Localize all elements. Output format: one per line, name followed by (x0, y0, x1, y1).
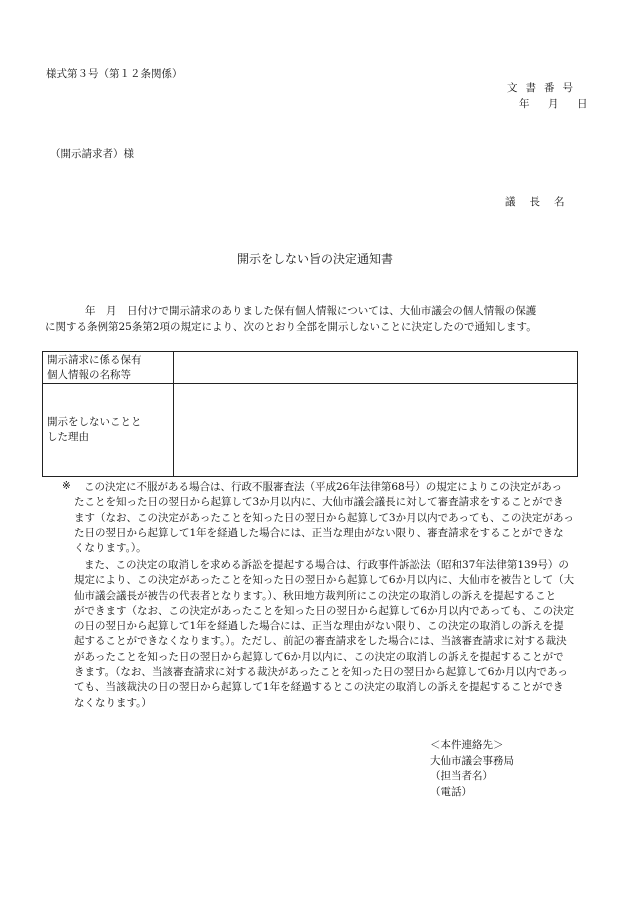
info-name-value[interactable] (174, 352, 578, 384)
note-line: 起することができなくなります。）。ただし、前記の審査請求をした場合には、当該審査請求に対する裁決 (74, 635, 567, 648)
note-lawsuit (74, 558, 586, 711)
document-title: 開示をしない旨の決定通知書 (236, 252, 393, 266)
note-line: くなります。）。 (74, 542, 147, 555)
note-line: きます。（なお、当該審査請求に対する裁決があったことを知った日の翌日から起算して6か月以内であっ (74, 666, 568, 679)
info-name-label (43, 352, 174, 384)
contact-heading: ＜本件連絡先＞ (430, 739, 504, 751)
note-line: たことを知った日の翌日から起算して3か月以内に、大仙市議会議長に対して審査請求をすることができ (74, 496, 564, 509)
note-line: また、この決定の取消しを求める訴訟を提起する場合は、行政事件訴訟法（昭和37年法律第139号）の (84, 559, 569, 571)
intro-line: に関する条例第25条第2項の規定により、次のとおり全部を開示しないことに決定したので通知します。 (45, 321, 537, 333)
note-line: の日の翌日から起算して1年を経過した場合には、正当な理由がない限り、この決定の取消しの訴えを提 (74, 620, 564, 633)
note-line: ます（なお、この決定があったことを知った日の翌日から起算して3か月以内であっても、この決定があっ (74, 511, 574, 524)
recipient: （開示請求者）様 (50, 148, 134, 160)
form-number: 様式第３号（第１２条関係） (46, 68, 183, 80)
contact-phone: （電話） (430, 785, 472, 798)
contact-block (430, 738, 514, 800)
label-line: 個人情報の名称等 (47, 368, 131, 381)
intro-paragraph (45, 303, 580, 335)
note-line: があったことを知った日の翌日から起算して6か月以内に、この決定の取消しの訴えを提起することがで (74, 650, 564, 663)
note-mark: ※ (62, 480, 71, 492)
table-row (43, 384, 578, 477)
contact-office: 大仙市議会事務局 (430, 754, 514, 767)
intro-line: 年 月 日付けで開示請求のありました保有個人情報については、大仙市議会の個人情報の保護 (85, 305, 537, 317)
note-line: ても、当該裁決の日の翌日から起算して1年を経過するとこの決定の取消しの訴えを提起することができ (74, 681, 564, 694)
note-line: 仙市議会議長が被告の代表者となります。）、秋田地方裁判所にこの決定の取消しの訴えを提起すること (74, 589, 557, 602)
label-line: した理由 (47, 431, 89, 443)
table-row (43, 352, 578, 384)
label-line: 開示をしないことと (47, 416, 142, 428)
reason-value[interactable] (174, 384, 578, 477)
note-line: この決定に不服がある場合は、行政不服審査法（平成26年法律第68号）の規定によりこの決定があっ (84, 481, 563, 493)
note-line: なくなります。） (74, 696, 152, 709)
reason-label (43, 384, 174, 477)
info-table (42, 351, 578, 477)
label-line: 開示請求に係る保有 (47, 353, 142, 366)
contact-person: （担当者名） (430, 770, 493, 782)
note-line: た日の翌日から起算して1年を経過した場合には、正当な理由がない限り、審査請求をすることができな (74, 526, 564, 539)
note-line: ができます（なお、この決定があったことを知った日の翌日から起算して6か月以内であっても、この決定 (74, 604, 574, 617)
sender-chair-name: 議長名 (505, 196, 579, 208)
document-number: 文書番号 (507, 82, 581, 94)
note-line: 規定により、この決定があったことを知った日の翌日から起算して6か月以内に、大仙市を被告として（大 (74, 574, 575, 587)
document-date: 年 月 日 (519, 98, 592, 110)
note-appeal (74, 480, 586, 556)
